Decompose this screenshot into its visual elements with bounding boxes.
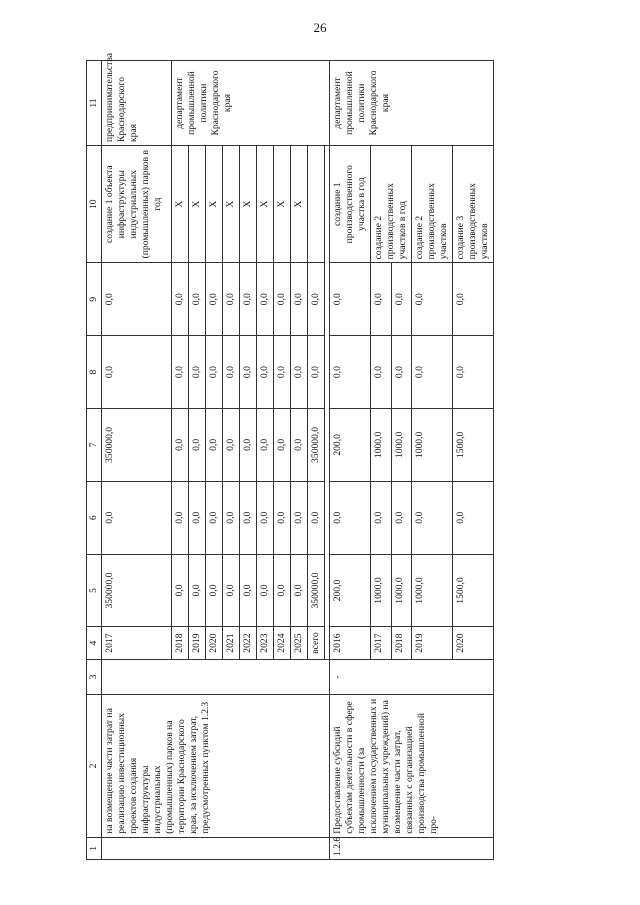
other-cell: 0,0: [206, 263, 223, 336]
federal-cell: 0,0: [102, 481, 172, 554]
page-number: 26: [313, 20, 327, 35]
year-cell: 2017: [102, 627, 172, 659]
result-cell: Х: [240, 146, 257, 263]
col-header: 4: [87, 627, 102, 659]
local-cell: 0,0: [291, 336, 308, 409]
result-cell: создание 2 производственных участков в год: [371, 146, 412, 263]
result-cell: Х: [172, 146, 189, 263]
regional-cell: 0,0: [240, 408, 257, 481]
total-cell: 1000,0: [371, 554, 392, 627]
regional-cell: 1000,0: [391, 408, 412, 481]
local-cell: 0,0: [189, 336, 206, 409]
year-cell: 2018: [391, 627, 412, 659]
federal-cell: 0,0: [257, 481, 274, 554]
col-header: 6: [87, 481, 102, 554]
total-cell: 0,0: [206, 554, 223, 627]
result-cell: создание 3 производственных участков: [453, 146, 494, 263]
local-cell: 0,0: [102, 336, 172, 409]
local-cell: 0,0: [257, 336, 274, 409]
year-cell: 2020: [206, 627, 223, 659]
other-cell: 0,0: [102, 263, 172, 336]
regional-cell: 200,0: [330, 408, 371, 481]
year-cell: 2019: [189, 627, 206, 659]
regional-cell: 0,0: [189, 408, 206, 481]
local-cell: 0,0: [371, 336, 392, 409]
item-number: [102, 837, 330, 859]
regional-cell: 0,0: [172, 408, 189, 481]
federal-cell: 0,0: [308, 481, 325, 554]
year-cell: всего: [308, 627, 325, 659]
year-cell: 2024: [274, 627, 291, 659]
total-cell: 0,0: [291, 554, 308, 627]
result-cell: создание 2 производственных участков: [412, 146, 453, 263]
result-cell: Х: [257, 146, 274, 263]
regional-cell: 1500,0: [453, 408, 494, 481]
regional-cell: 1000,0: [412, 408, 453, 481]
total-cell: 0,0: [223, 554, 240, 627]
local-cell: 0,0: [206, 336, 223, 409]
table-row: [102, 61, 172, 860]
col-header: 2: [87, 695, 102, 838]
col-header: 1: [87, 837, 102, 859]
item-number: 1.2.6: [330, 837, 494, 859]
other-cell: 0,0: [223, 263, 240, 336]
result-cell: создание 1 производственного участка в год: [330, 146, 371, 263]
col3-cell: [102, 659, 330, 694]
year-cell: 2019: [412, 627, 453, 659]
total-cell: 0,0: [189, 554, 206, 627]
regional-cell: 350000,0: [102, 408, 172, 481]
col-header: 7: [87, 408, 102, 481]
total-cell: 200,0: [330, 554, 371, 627]
year-cell: 2025: [291, 627, 308, 659]
year-cell: 2020: [453, 627, 494, 659]
col-header: 5: [87, 554, 102, 627]
other-cell: 0,0: [172, 263, 189, 336]
total-cell: 0,0: [257, 554, 274, 627]
year-cell: 2022: [240, 627, 257, 659]
other-cell: 0,0: [189, 263, 206, 336]
col3-cell: -: [330, 659, 494, 694]
federal-cell: 0,0: [291, 481, 308, 554]
col-header: 8: [87, 336, 102, 409]
regional-cell: 1000,0: [371, 408, 392, 481]
total-cell: 350000,0: [102, 554, 172, 627]
federal-cell: 0,0: [240, 481, 257, 554]
executor-cell: департамент промышленной политики Краснодарского края: [172, 61, 330, 146]
total-cell: 0,0: [240, 554, 257, 627]
measure-name: на возмещение части затрат на реализацию инвестиционных проектов создания инфраструктуры индустриальных (промышленных) парков на территории Краснодарского края, за исключением затрат, предусмотренных пунктом 1.2.3: [102, 695, 330, 838]
column-number-row: [87, 61, 102, 860]
other-cell: 0,0: [274, 263, 291, 336]
total-cell: 0,0: [274, 554, 291, 627]
local-cell: 0,0: [172, 336, 189, 409]
regional-cell: 0,0: [206, 408, 223, 481]
executor-cell: предпринимательства Краснодарского края: [102, 61, 172, 146]
other-cell: 0,0: [291, 263, 308, 336]
regional-cell: 0,0: [223, 408, 240, 481]
table-row: [330, 61, 371, 860]
local-cell: 0,0: [308, 336, 325, 409]
federal-cell: 0,0: [206, 481, 223, 554]
rotated-table-container: [86, 53, 606, 860]
other-cell: 0,0: [257, 263, 274, 336]
regional-cell: 0,0: [291, 408, 308, 481]
result-cell: создание 1 объекта инфраструктуры индустриальных (промышленных) парков в год: [102, 146, 172, 263]
federal-cell: 0,0: [391, 481, 412, 554]
federal-cell: 0,0: [412, 481, 453, 554]
regional-cell: 0,0: [274, 408, 291, 481]
local-cell: 0,0: [412, 336, 453, 409]
federal-cell: 0,0: [172, 481, 189, 554]
local-cell: 0,0: [240, 336, 257, 409]
result-cell: Х: [274, 146, 291, 263]
total-cell: 350000,0: [308, 554, 325, 627]
federal-cell: 0,0: [330, 481, 371, 554]
year-cell: 2017: [371, 627, 392, 659]
other-cell: 0,0: [308, 263, 325, 336]
other-cell: 0,0: [391, 263, 412, 336]
other-cell: 0,0: [371, 263, 392, 336]
federal-cell: 0,0: [274, 481, 291, 554]
year-cell: 2016: [330, 627, 371, 659]
other-cell: 0,0: [412, 263, 453, 336]
result-cell: Х: [189, 146, 206, 263]
federal-cell: 0,0: [223, 481, 240, 554]
regional-cell: 350000,0: [308, 408, 325, 481]
col-header: 10: [87, 146, 102, 263]
local-cell: 0,0: [330, 336, 371, 409]
year-cell: 2023: [257, 627, 274, 659]
local-cell: 0,0: [453, 336, 494, 409]
total-cell: 0,0: [172, 554, 189, 627]
year-cell: 2021: [223, 627, 240, 659]
col-header: 11: [87, 61, 102, 146]
local-cell: 0,0: [391, 336, 412, 409]
total-cell: 1000,0: [391, 554, 412, 627]
other-cell: 0,0: [330, 263, 371, 336]
program-table: [86, 53, 494, 860]
result-cell: Х: [223, 146, 240, 263]
total-cell: 1000,0: [412, 554, 453, 627]
federal-cell: 0,0: [371, 481, 392, 554]
other-cell: 0,0: [240, 263, 257, 336]
local-cell: 0,0: [274, 336, 291, 409]
result-cell: Х: [206, 146, 223, 263]
col-header: 3: [87, 659, 102, 694]
other-cell: 0,0: [453, 263, 494, 336]
col-header: 9: [87, 263, 102, 336]
result-cell: Х: [291, 146, 308, 263]
federal-cell: 0,0: [189, 481, 206, 554]
total-cell: 1500,0: [453, 554, 494, 627]
local-cell: 0,0: [223, 336, 240, 409]
executor-cell: департамент промышленной политики Краснодарского края: [330, 61, 494, 146]
year-cell: 2018: [172, 627, 189, 659]
federal-cell: 0,0: [453, 481, 494, 554]
result-cell: [308, 146, 325, 263]
measure-name: Предоставление субсидий субъектам деятельности в сфере промышленности (за исключением государственных и муниципальных учреждений) на возмещение части затрат, связанных с организацией производства промышленной про-: [330, 695, 494, 838]
regional-cell: 0,0: [257, 408, 274, 481]
